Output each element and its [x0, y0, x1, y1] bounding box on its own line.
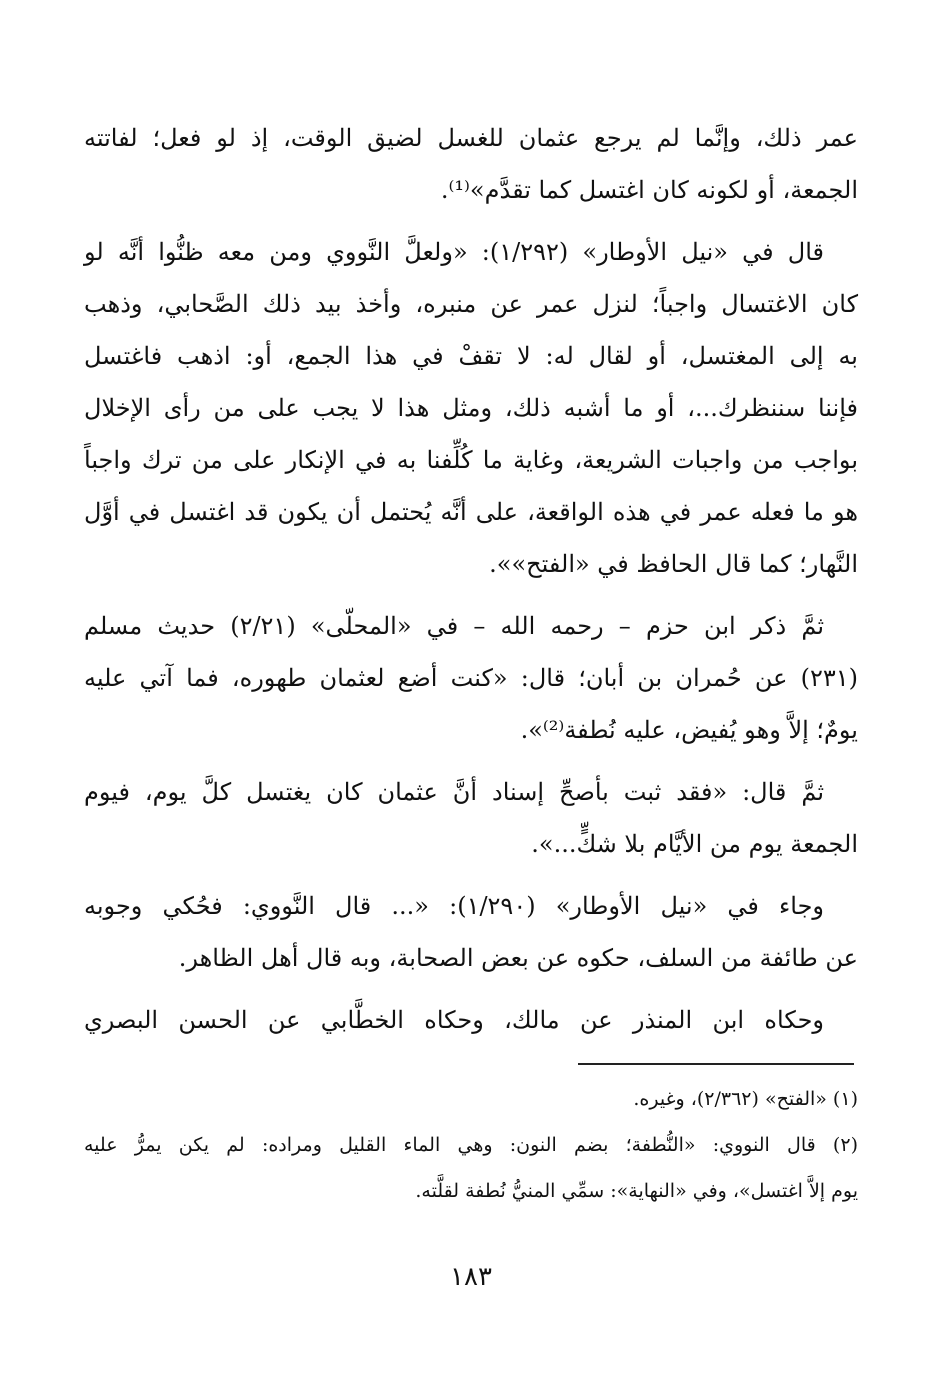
text-line: الجمعة يوم من الأيَّام بلا شكٍّ...».	[531, 830, 858, 858]
footnote-separator	[578, 1063, 854, 1065]
text-line: بواجب من واجبات الشريعة، وغاية ما كُلِّفنا به في الإنكار على من ترك واجباً	[84, 446, 858, 474]
text-line: يومٌ؛ إلاَّ وهو يُفيض، عليه نُطفة⁽²⁾».	[520, 716, 858, 744]
text-line: عمر ذلك، وإنَّما لم يرجع عثمان للغسل لضيق الوقت، إذ لو فعل؛ لفاتته	[84, 124, 858, 152]
text-line: ثمَّ ذكر ابن حزم – رحمه الله – في «المحلّى» (٢/٢١) حديث مسلم	[84, 612, 824, 640]
text-line: فإننا سننظرك...، أو ما أشبه ذلك، ومثل هذا لا يجب على من رأى الإخلال	[84, 394, 859, 422]
paragraph-2	[84, 226, 858, 590]
text-line: به إلى المغتسل، أو لقال له: لا تقفْ في هذا الجمع، أو: اذهب فاغتسل	[84, 342, 858, 370]
paragraph-5	[84, 880, 858, 984]
text-line: عن طائفة من السلف، حكوه عن بعض الصحابة، وبه قال أهل الظاهر.	[178, 944, 858, 972]
footnotes	[84, 1076, 858, 1214]
footnote-line: (١) «الفتح» (٢/٣٦٢)، وغيره.	[633, 1088, 858, 1110]
paragraph-1	[84, 112, 858, 216]
text-line: ثمَّ قال: «فقد ثبت بأصحِّ إسناد أنَّ عثمان كان يغتسل كلَّ يوم، فيوم	[84, 778, 824, 806]
text-line: كان الاغتسال واجباً؛ لنزل عمر عن منبره، وأخذ بيد ذلك الصَّحابي، وذهب	[84, 290, 858, 318]
footnote-2	[84, 1122, 858, 1214]
text-line: قال في «نيل الأوطار» (١/٢٩٢): «ولعلَّ النَّووي ومن معه ظنُّوا أنَّه لو	[84, 238, 824, 266]
footnote-1	[84, 1076, 858, 1122]
footnote-line: يوم إلاَّ اغتسل»، وفي «النهاية»: سمِّي المنيُّ نُطفة لقلَّته.	[415, 1180, 858, 1202]
footnote-line: (٢) قال النووي: «النُّطفة؛ بضم النون: وهي الماء القليل ومراده: لم يكن يمرُّ عليه	[84, 1134, 858, 1156]
paragraph-3	[84, 600, 858, 756]
main-text	[84, 112, 858, 1056]
paragraph-6	[84, 994, 858, 1046]
text-line: وجاء في «نيل الأوطار» (١/٢٩٠): «... قال النَّووي: فحُكي وجوبه	[84, 892, 825, 920]
page-number: ١٨٣	[450, 1262, 492, 1292]
paragraph-4	[84, 766, 858, 870]
text-line: النَّهار؛ كما قال الحافظ في «الفتح»».	[489, 550, 858, 578]
text-line: وحكاه ابن المنذر عن مالك، وحكاه الخطَّابي عن الحسن البصري	[84, 1006, 824, 1034]
text-line: الجمعة، أو لكونه كان اغتسل كما تقدَّم»⁽¹⁾.	[440, 176, 858, 204]
text-line: (٢٣١) عن حُمران بن أبان؛ قال: «كنت أضع لعثمان طهوره، فما آتي عليه	[84, 664, 858, 692]
text-line: هو ما فعله عمر في هذه الواقعة، على أنَّه يُحتمل أن يكون قد اغتسل في أوَّل	[84, 498, 858, 526]
